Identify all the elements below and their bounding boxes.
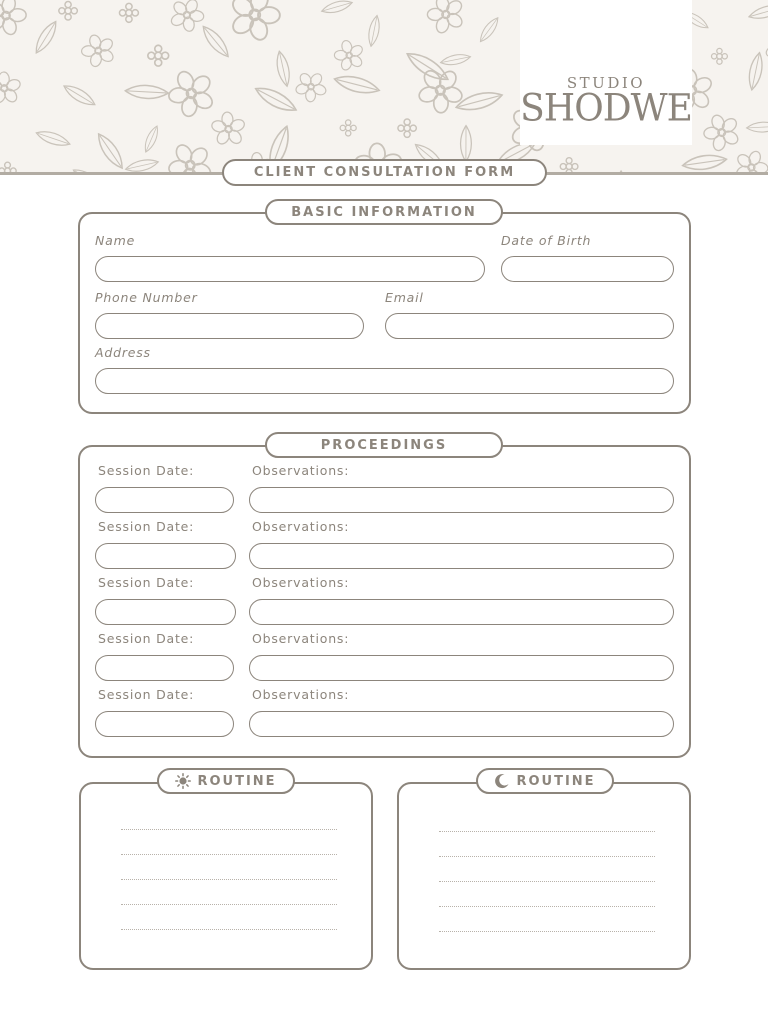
observations-label: Observations: — [252, 631, 350, 646]
observations-field[interactable] — [249, 487, 674, 513]
session-date-field[interactable] — [95, 543, 236, 569]
name-field[interactable] — [95, 256, 485, 282]
session-date-field[interactable] — [95, 599, 236, 625]
session-date-field[interactable] — [95, 487, 234, 513]
observations-field[interactable] — [249, 711, 674, 737]
routine-night-line[interactable] — [439, 931, 655, 932]
routine-day-line[interactable] — [121, 829, 337, 830]
dob-label: Date of Birth — [501, 233, 592, 248]
session-date-label: Session Date: — [98, 463, 195, 478]
routine-day-line[interactable] — [121, 929, 337, 930]
name-label: Name — [95, 233, 136, 248]
session-date-label: Session Date: — [98, 519, 195, 534]
brand-line1: STUDIO — [566, 74, 646, 92]
observations-field[interactable] — [249, 599, 674, 625]
routine-night-line[interactable] — [439, 831, 655, 832]
observations-label: Observations: — [252, 463, 350, 478]
routine-day-line[interactable] — [121, 854, 337, 855]
observations-field[interactable] — [249, 543, 674, 569]
routine-night-title — [476, 768, 614, 794]
session-date-label: Session Date: — [98, 687, 195, 702]
routine-day-card — [79, 782, 373, 970]
observations-label: Observations: — [252, 575, 350, 590]
dob-field[interactable] — [501, 256, 674, 282]
observations-field[interactable] — [249, 655, 674, 681]
form-title — [222, 159, 547, 186]
observations-label: Observations: — [252, 687, 350, 702]
routine-day-line[interactable] — [121, 904, 337, 905]
address-label: Address — [95, 345, 151, 360]
session-date-field[interactable] — [95, 655, 234, 681]
brand-line2: SHODWE — [520, 86, 692, 131]
proceedings-title — [265, 432, 503, 458]
session-date-field[interactable] — [95, 711, 234, 737]
observations-label: Observations: — [252, 519, 350, 534]
email-field[interactable] — [385, 313, 674, 339]
session-date-label: Session Date: — [98, 631, 195, 646]
basic-info-title — [265, 199, 503, 225]
address-field[interactable] — [95, 368, 674, 394]
phone-field[interactable] — [95, 313, 364, 339]
routine-night-line[interactable] — [439, 856, 655, 857]
basic-info-title-text: BASIC INFORMATION — [291, 204, 477, 220]
routine-night-title-text: ROUTINE — [516, 773, 596, 789]
phone-label: Phone Number — [95, 290, 198, 305]
proceedings-title-text: PROCEEDINGS — [320, 437, 448, 453]
sun-icon — [175, 773, 191, 789]
routine-day-line[interactable] — [121, 879, 337, 880]
routine-day-title-text: ROUTINE — [197, 773, 277, 789]
routine-night-line[interactable] — [439, 881, 655, 882]
session-date-label: Session Date: — [98, 575, 195, 590]
moon-icon — [494, 773, 510, 789]
form-title-text: CLIENT CONSULTATION FORM — [253, 165, 516, 180]
routine-night-line[interactable] — [439, 906, 655, 907]
routine-night-card — [397, 782, 691, 970]
routine-day-title — [157, 768, 295, 794]
email-label: Email — [385, 290, 424, 305]
brand-logo — [520, 0, 692, 145]
